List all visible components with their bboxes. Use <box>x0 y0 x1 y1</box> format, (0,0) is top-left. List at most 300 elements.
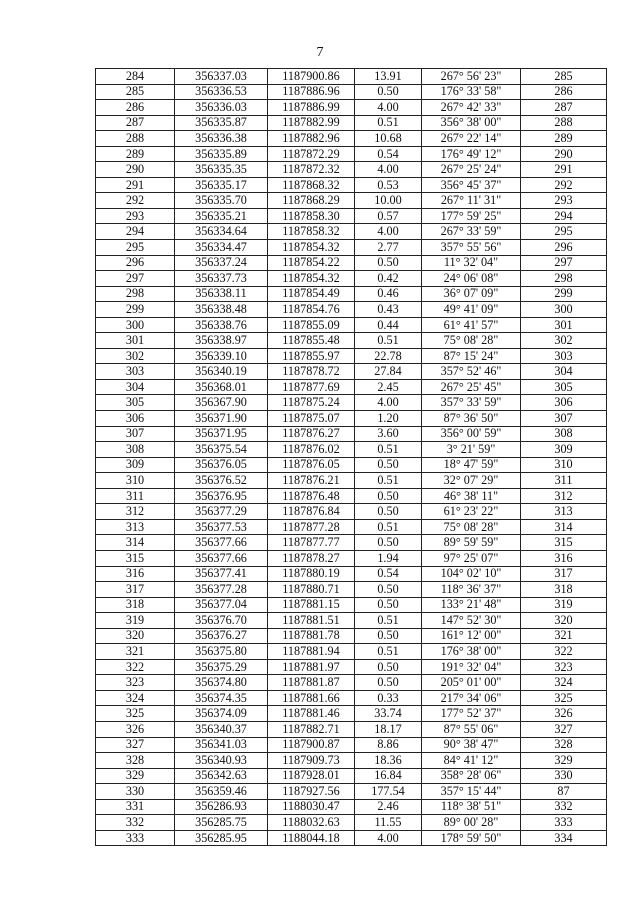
next-point-cell: 303 <box>521 348 607 364</box>
table-row <box>96 659 607 675</box>
next-point-cell: 296 <box>521 240 607 256</box>
distance-cell: 0.43 <box>355 302 422 318</box>
next-point-cell: 299 <box>521 286 607 302</box>
y-coordinate-cell: 1187876.48 <box>268 488 355 504</box>
y-coordinate-cell: 1187881.87 <box>268 675 355 691</box>
next-point-cell: 321 <box>521 628 607 644</box>
y-coordinate-cell: 1187881.51 <box>268 613 355 629</box>
table-row <box>96 286 607 302</box>
distance-cell: 8.86 <box>355 737 422 753</box>
point-number-cell: 287 <box>96 115 175 131</box>
distance-cell: 0.50 <box>355 488 422 504</box>
point-number-cell: 301 <box>96 333 175 349</box>
x-coordinate-cell: 356339.10 <box>175 348 268 364</box>
next-point-cell: 316 <box>521 550 607 566</box>
distance-cell: 0.50 <box>355 675 422 691</box>
y-coordinate-cell: 1187854.22 <box>268 255 355 271</box>
next-point-cell: 285 <box>521 69 607 85</box>
table-row <box>96 675 607 691</box>
x-coordinate-cell: 356336.03 <box>175 100 268 116</box>
distance-cell: 1.94 <box>355 550 422 566</box>
bearing-cell: 11° 32' 04" <box>422 255 521 271</box>
distance-cell: 0.50 <box>355 535 422 551</box>
point-number-cell: 315 <box>96 550 175 566</box>
table-row <box>96 224 607 240</box>
y-coordinate-cell: 1187877.77 <box>268 535 355 551</box>
bearing-cell: 36° 07' 09" <box>422 286 521 302</box>
point-number-cell: 288 <box>96 131 175 147</box>
y-coordinate-cell: 1187881.78 <box>268 628 355 644</box>
x-coordinate-cell: 356335.17 <box>175 177 268 193</box>
x-coordinate-cell: 356338.76 <box>175 317 268 333</box>
table-row <box>96 690 607 706</box>
distance-cell: 4.00 <box>355 395 422 411</box>
bearing-cell: 267° 42' 33" <box>422 100 521 116</box>
bearing-cell: 89° 00' 28" <box>422 815 521 831</box>
table-row <box>96 69 607 85</box>
x-coordinate-cell: 356376.52 <box>175 473 268 489</box>
x-coordinate-cell: 356334.47 <box>175 240 268 256</box>
x-coordinate-cell: 356377.28 <box>175 582 268 598</box>
x-coordinate-cell: 356285.75 <box>175 815 268 831</box>
x-coordinate-cell: 356377.41 <box>175 566 268 582</box>
point-number-cell: 305 <box>96 395 175 411</box>
bearing-cell: 118° 36' 37" <box>422 582 521 598</box>
distance-cell: 0.44 <box>355 317 422 333</box>
x-coordinate-cell: 356338.11 <box>175 286 268 302</box>
bearing-cell: 176° 49' 12" <box>422 146 521 162</box>
x-coordinate-cell: 356341.03 <box>175 737 268 753</box>
distance-cell: 0.50 <box>355 504 422 520</box>
y-coordinate-cell: 1187868.29 <box>268 193 355 209</box>
table-row <box>96 566 607 582</box>
table-row <box>96 799 607 815</box>
point-number-cell: 329 <box>96 768 175 784</box>
table-row <box>96 784 607 800</box>
point-number-cell: 302 <box>96 348 175 364</box>
bearing-cell: 161° 12' 00" <box>422 628 521 644</box>
x-coordinate-cell: 356338.97 <box>175 333 268 349</box>
bearing-cell: 90° 38' 47" <box>422 737 521 753</box>
next-point-cell: 288 <box>521 115 607 131</box>
bearing-cell: 191° 32' 04" <box>422 659 521 675</box>
table-row <box>96 426 607 442</box>
next-point-cell: 324 <box>521 675 607 691</box>
coordinates-table-body <box>96 69 607 846</box>
distance-cell: 27.84 <box>355 364 422 380</box>
table-row <box>96 457 607 473</box>
bearing-cell: 24° 06' 08" <box>422 271 521 287</box>
point-number-cell: 292 <box>96 193 175 209</box>
y-coordinate-cell: 1187882.96 <box>268 131 355 147</box>
distance-cell: 4.00 <box>355 830 422 846</box>
table-row <box>96 100 607 116</box>
bearing-cell: 118° 38' 51" <box>422 799 521 815</box>
point-number-cell: 299 <box>96 302 175 318</box>
distance-cell: 0.51 <box>355 442 422 458</box>
bearing-cell: 46° 38' 11" <box>422 488 521 504</box>
point-number-cell: 324 <box>96 690 175 706</box>
x-coordinate-cell: 356338.48 <box>175 302 268 318</box>
point-number-cell: 285 <box>96 84 175 100</box>
bearing-cell: 267° 22' 14" <box>422 131 521 147</box>
x-coordinate-cell: 356377.66 <box>175 550 268 566</box>
point-number-cell: 332 <box>96 815 175 831</box>
y-coordinate-cell: 1187881.97 <box>268 659 355 675</box>
next-point-cell: 318 <box>521 582 607 598</box>
y-coordinate-cell: 1187872.29 <box>268 146 355 162</box>
y-coordinate-cell: 1187927.56 <box>268 784 355 800</box>
bearing-cell: 104° 02' 10" <box>422 566 521 582</box>
y-coordinate-cell: 1187858.32 <box>268 224 355 240</box>
y-coordinate-cell: 1187876.02 <box>268 442 355 458</box>
next-point-cell: 329 <box>521 753 607 769</box>
y-coordinate-cell: 1187858.30 <box>268 208 355 224</box>
y-coordinate-cell: 1187877.28 <box>268 519 355 535</box>
table-row <box>96 333 607 349</box>
x-coordinate-cell: 356286.93 <box>175 799 268 815</box>
next-point-cell: 297 <box>521 255 607 271</box>
distance-cell: 16.84 <box>355 768 422 784</box>
y-coordinate-cell: 1187878.72 <box>268 364 355 380</box>
x-coordinate-cell: 356335.21 <box>175 208 268 224</box>
next-point-cell: 308 <box>521 426 607 442</box>
bearing-cell: 356° 45' 37" <box>422 177 521 193</box>
next-point-cell: 302 <box>521 333 607 349</box>
x-coordinate-cell: 356340.93 <box>175 753 268 769</box>
next-point-cell: 311 <box>521 473 607 489</box>
table-row <box>96 255 607 271</box>
distance-cell: 3.60 <box>355 426 422 442</box>
point-number-cell: 327 <box>96 737 175 753</box>
distance-cell: 13.91 <box>355 69 422 85</box>
y-coordinate-cell: 1188032.63 <box>268 815 355 831</box>
distance-cell: 0.50 <box>355 582 422 598</box>
y-coordinate-cell: 1187876.84 <box>268 504 355 520</box>
y-coordinate-cell: 1187854.49 <box>268 286 355 302</box>
x-coordinate-cell: 356374.80 <box>175 675 268 691</box>
distance-cell: 18.36 <box>355 753 422 769</box>
point-number-cell: 290 <box>96 162 175 178</box>
point-number-cell: 318 <box>96 597 175 613</box>
x-coordinate-cell: 356377.66 <box>175 535 268 551</box>
x-coordinate-cell: 356336.38 <box>175 131 268 147</box>
point-number-cell: 330 <box>96 784 175 800</box>
x-coordinate-cell: 356337.24 <box>175 255 268 271</box>
x-coordinate-cell: 356377.04 <box>175 597 268 613</box>
point-number-cell: 284 <box>96 69 175 85</box>
table-row <box>96 488 607 504</box>
point-number-cell: 291 <box>96 177 175 193</box>
table-row <box>96 364 607 380</box>
distance-cell: 0.51 <box>355 115 422 131</box>
next-point-cell: 301 <box>521 317 607 333</box>
distance-cell: 1.20 <box>355 411 422 427</box>
bearing-cell: 18° 47' 59" <box>422 457 521 473</box>
next-point-cell: 317 <box>521 566 607 582</box>
point-number-cell: 303 <box>96 364 175 380</box>
x-coordinate-cell: 356335.35 <box>175 162 268 178</box>
next-point-cell: 313 <box>521 504 607 520</box>
next-point-cell: 327 <box>521 721 607 737</box>
bearing-cell: 357° 15' 44" <box>422 784 521 800</box>
distance-cell: 0.50 <box>355 597 422 613</box>
point-number-cell: 294 <box>96 224 175 240</box>
distance-cell: 18.17 <box>355 721 422 737</box>
bearing-cell: 49° 41' 09" <box>422 302 521 318</box>
bearing-cell: 356° 38' 00" <box>422 115 521 131</box>
y-coordinate-cell: 1187881.46 <box>268 706 355 722</box>
next-point-cell: 286 <box>521 84 607 100</box>
y-coordinate-cell: 1187928.01 <box>268 768 355 784</box>
distance-cell: 0.50 <box>355 457 422 473</box>
distance-cell: 2.46 <box>355 799 422 815</box>
y-coordinate-cell: 1187881.15 <box>268 597 355 613</box>
bearing-cell: 84° 41' 12" <box>422 753 521 769</box>
distance-cell: 0.53 <box>355 177 422 193</box>
table-row <box>96 208 607 224</box>
bearing-cell: 32° 07' 29" <box>422 473 521 489</box>
distance-cell: 4.00 <box>355 100 422 116</box>
bearing-cell: 133° 21' 48" <box>422 597 521 613</box>
y-coordinate-cell: 1188044.18 <box>268 830 355 846</box>
point-number-cell: 325 <box>96 706 175 722</box>
y-coordinate-cell: 1187886.99 <box>268 100 355 116</box>
bearing-cell: 97° 25' 07" <box>422 550 521 566</box>
y-coordinate-cell: 1187880.71 <box>268 582 355 598</box>
table-row <box>96 706 607 722</box>
x-coordinate-cell: 356376.05 <box>175 457 268 473</box>
table-row <box>96 395 607 411</box>
point-number-cell: 314 <box>96 535 175 551</box>
next-point-cell: 315 <box>521 535 607 551</box>
x-coordinate-cell: 356371.90 <box>175 411 268 427</box>
table-row <box>96 753 607 769</box>
next-point-cell: 323 <box>521 659 607 675</box>
y-coordinate-cell: 1187909.73 <box>268 753 355 769</box>
next-point-cell: 304 <box>521 364 607 380</box>
bearing-cell: 267° 25' 45" <box>422 379 521 395</box>
table-row <box>96 131 607 147</box>
bearing-cell: 357° 33' 59" <box>422 395 521 411</box>
x-coordinate-cell: 356374.35 <box>175 690 268 706</box>
y-coordinate-cell: 1187854.32 <box>268 240 355 256</box>
table-row <box>96 737 607 753</box>
bearing-cell: 176° 33' 58" <box>422 84 521 100</box>
bearing-cell: 356° 00' 59" <box>422 426 521 442</box>
bearing-cell: 267° 11' 31" <box>422 193 521 209</box>
y-coordinate-cell: 1188030.47 <box>268 799 355 815</box>
point-number-cell: 326 <box>96 721 175 737</box>
bearing-cell: 147° 52' 30" <box>422 613 521 629</box>
x-coordinate-cell: 356374.09 <box>175 706 268 722</box>
x-coordinate-cell: 356375.29 <box>175 659 268 675</box>
next-point-cell: 314 <box>521 519 607 535</box>
x-coordinate-cell: 356337.03 <box>175 69 268 85</box>
y-coordinate-cell: 1187855.09 <box>268 317 355 333</box>
x-coordinate-cell: 356340.37 <box>175 721 268 737</box>
point-number-cell: 289 <box>96 146 175 162</box>
x-coordinate-cell: 356367.90 <box>175 395 268 411</box>
point-number-cell: 309 <box>96 457 175 473</box>
x-coordinate-cell: 356377.53 <box>175 519 268 535</box>
y-coordinate-cell: 1187855.48 <box>268 333 355 349</box>
bearing-cell: 87° 15' 24" <box>422 348 521 364</box>
distance-cell: 4.00 <box>355 162 422 178</box>
bearing-cell: 267° 56' 23" <box>422 69 521 85</box>
next-point-cell: 293 <box>521 193 607 209</box>
table-row <box>96 535 607 551</box>
point-number-cell: 320 <box>96 628 175 644</box>
table-row <box>96 177 607 193</box>
y-coordinate-cell: 1187876.05 <box>268 457 355 473</box>
next-point-cell: 295 <box>521 224 607 240</box>
x-coordinate-cell: 356337.73 <box>175 271 268 287</box>
y-coordinate-cell: 1187900.86 <box>268 69 355 85</box>
point-number-cell: 321 <box>96 644 175 660</box>
distance-cell: 0.50 <box>355 255 422 271</box>
point-number-cell: 316 <box>96 566 175 582</box>
y-coordinate-cell: 1187882.99 <box>268 115 355 131</box>
distance-cell: 0.42 <box>355 271 422 287</box>
table-row <box>96 519 607 535</box>
table-row <box>96 271 607 287</box>
bearing-cell: 61° 41' 57" <box>422 317 521 333</box>
bearing-cell: 89° 59' 59" <box>422 535 521 551</box>
next-point-cell: 307 <box>521 411 607 427</box>
x-coordinate-cell: 356377.29 <box>175 504 268 520</box>
y-coordinate-cell: 1187872.32 <box>268 162 355 178</box>
table-row <box>96 768 607 784</box>
distance-cell: 0.50 <box>355 628 422 644</box>
table-row <box>96 721 607 737</box>
next-point-cell: 298 <box>521 271 607 287</box>
next-point-cell: 319 <box>521 597 607 613</box>
table-row <box>96 504 607 520</box>
point-number-cell: 300 <box>96 317 175 333</box>
point-number-cell: 331 <box>96 799 175 815</box>
table-row <box>96 550 607 566</box>
x-coordinate-cell: 356375.54 <box>175 442 268 458</box>
next-point-cell: 294 <box>521 208 607 224</box>
distance-cell: 2.77 <box>355 240 422 256</box>
next-point-cell: 305 <box>521 379 607 395</box>
x-coordinate-cell: 356375.80 <box>175 644 268 660</box>
point-number-cell: 297 <box>96 271 175 287</box>
page-number: 7 <box>316 45 324 60</box>
bearing-cell: 75° 08' 28" <box>422 519 521 535</box>
y-coordinate-cell: 1187877.69 <box>268 379 355 395</box>
table-row <box>96 473 607 489</box>
next-point-cell: 330 <box>521 768 607 784</box>
point-number-cell: 286 <box>96 100 175 116</box>
y-coordinate-cell: 1187868.32 <box>268 177 355 193</box>
distance-cell: 10.00 <box>355 193 422 209</box>
distance-cell: 0.57 <box>355 208 422 224</box>
x-coordinate-cell: 356371.95 <box>175 426 268 442</box>
x-coordinate-cell: 356376.95 <box>175 488 268 504</box>
table-row <box>96 411 607 427</box>
point-number-cell: 317 <box>96 582 175 598</box>
x-coordinate-cell: 356335.70 <box>175 193 268 209</box>
distance-cell: 0.54 <box>355 146 422 162</box>
table-row <box>96 644 607 660</box>
table-row <box>96 815 607 831</box>
next-point-cell: 87 <box>521 784 607 800</box>
distance-cell: 0.33 <box>355 690 422 706</box>
table-row <box>96 115 607 131</box>
table-row <box>96 317 607 333</box>
point-number-cell: 333 <box>96 830 175 846</box>
distance-cell: 0.51 <box>355 613 422 629</box>
x-coordinate-cell: 356368.01 <box>175 379 268 395</box>
point-number-cell: 306 <box>96 411 175 427</box>
next-point-cell: 310 <box>521 457 607 473</box>
bearing-cell: 61° 23' 22" <box>422 504 521 520</box>
next-point-cell: 291 <box>521 162 607 178</box>
table-row <box>96 193 607 209</box>
x-coordinate-cell: 356285.95 <box>175 830 268 846</box>
next-point-cell: 320 <box>521 613 607 629</box>
y-coordinate-cell: 1187882.71 <box>268 721 355 737</box>
y-coordinate-cell: 1187886.96 <box>268 84 355 100</box>
next-point-cell: 312 <box>521 488 607 504</box>
distance-cell: 177.54 <box>355 784 422 800</box>
x-coordinate-cell: 356340.19 <box>175 364 268 380</box>
next-point-cell: 300 <box>521 302 607 318</box>
bearing-cell: 87° 55' 06" <box>422 721 521 737</box>
y-coordinate-cell: 1187875.24 <box>268 395 355 411</box>
table-row <box>96 628 607 644</box>
bearing-cell: 357° 52' 46" <box>422 364 521 380</box>
point-number-cell: 308 <box>96 442 175 458</box>
distance-cell: 0.46 <box>355 286 422 302</box>
bearing-cell: 357° 55' 56" <box>422 240 521 256</box>
distance-cell: 33.74 <box>355 706 422 722</box>
distance-cell: 2.45 <box>355 379 422 395</box>
next-point-cell: 326 <box>521 706 607 722</box>
distance-cell: 0.51 <box>355 333 422 349</box>
point-number-cell: 322 <box>96 659 175 675</box>
table-row <box>96 162 607 178</box>
point-number-cell: 311 <box>96 488 175 504</box>
next-point-cell: 334 <box>521 830 607 846</box>
x-coordinate-cell: 356336.53 <box>175 84 268 100</box>
bearing-cell: 87° 36' 50" <box>422 411 521 427</box>
x-coordinate-cell: 356335.87 <box>175 115 268 131</box>
bearing-cell: 177° 59' 25" <box>422 208 521 224</box>
x-coordinate-cell: 356376.27 <box>175 628 268 644</box>
table-row <box>96 348 607 364</box>
next-point-cell: 292 <box>521 177 607 193</box>
bearing-cell: 217° 34' 06" <box>422 690 521 706</box>
distance-cell: 0.51 <box>355 519 422 535</box>
table-row <box>96 830 607 846</box>
y-coordinate-cell: 1187855.97 <box>268 348 355 364</box>
x-coordinate-cell: 356359.46 <box>175 784 268 800</box>
next-point-cell: 332 <box>521 799 607 815</box>
point-number-cell: 307 <box>96 426 175 442</box>
point-number-cell: 295 <box>96 240 175 256</box>
y-coordinate-cell: 1187876.21 <box>268 473 355 489</box>
point-number-cell: 312 <box>96 504 175 520</box>
point-number-cell: 304 <box>96 379 175 395</box>
table-row <box>96 597 607 613</box>
point-number-cell: 328 <box>96 753 175 769</box>
distance-cell: 10.68 <box>355 131 422 147</box>
y-coordinate-cell: 1187881.66 <box>268 690 355 706</box>
x-coordinate-cell: 356335.89 <box>175 146 268 162</box>
